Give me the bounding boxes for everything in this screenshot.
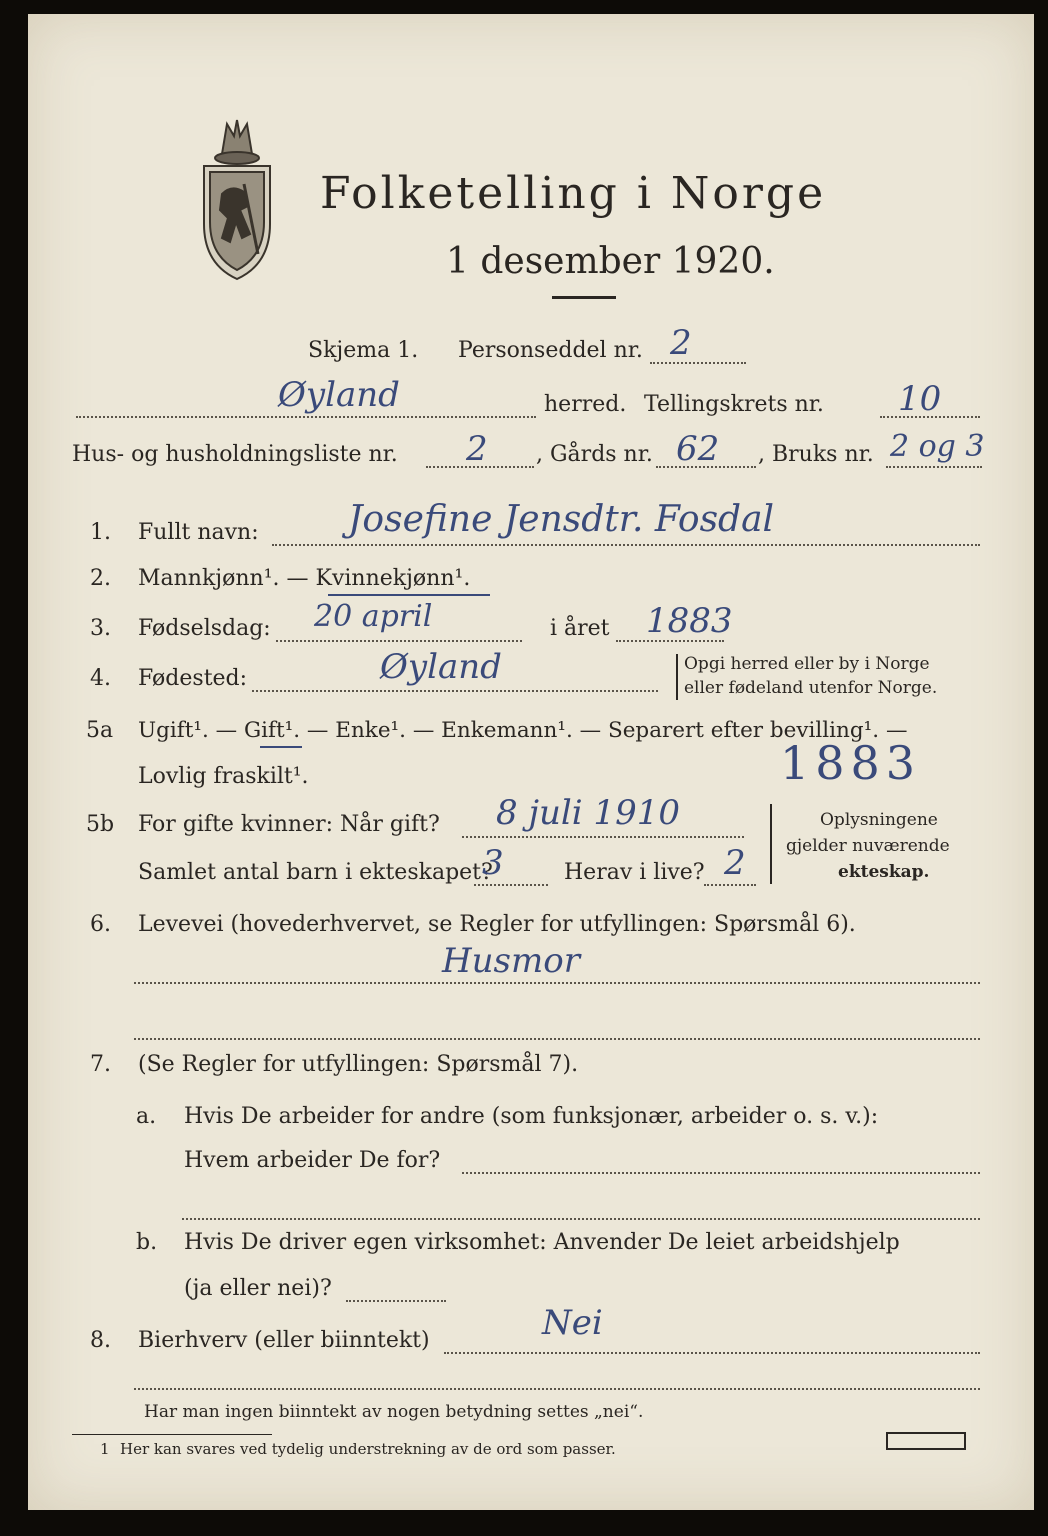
q5b-note-line1: Oplysningene [820,810,938,830]
q7-label: (Se Regler for utfyllingen: Spørsmål 7). [138,1052,579,1077]
gards-value: 62 [676,429,720,469]
q7a-label: Hvis De arbeider for andre (som funksjonær, arbeider o. s. v.): [184,1104,879,1129]
q1-number: 1. [90,520,111,545]
personseddel-line [650,362,746,364]
q5b-barn-label: Samlet antal barn i ekteskapet? [138,860,493,885]
q3-year-value: 1883 [646,601,733,641]
q1-label: Fullt navn: [138,520,259,545]
census-form [28,14,1034,1510]
q5b-note-line3: ekteskap. [838,862,930,882]
q5b-label: For gifte kvinner: Når gift? [138,812,440,837]
q5b-note-brace [770,804,772,884]
q4-note-brace [676,654,678,700]
skjema-label: Skjema 1. [308,338,419,363]
q5b-note-line2: gjelder nuværende [786,836,950,856]
q3-day-line [276,640,522,642]
hus-label: Hus- og husholdningsliste nr. [72,442,398,467]
coat-of-arms-icon [192,114,282,284]
footnote-number: 1 [100,1440,110,1458]
q5b-live-line [704,884,756,886]
q3-year-label: i året [550,616,610,641]
personseddel-value: 2 [670,323,692,363]
q6-number: 6. [90,912,111,937]
q4-note-line1: Opgi herred eller by i Norge [684,654,930,674]
q3-day-value: 20 april [314,599,433,634]
hus-value: 2 [466,429,488,469]
q4-value: Øyland [380,647,502,687]
printer-stamp [886,1432,966,1450]
q8-line [444,1352,980,1354]
census-date: 1 desember 1920. [446,241,775,282]
herred-value: Øyland [278,375,400,415]
q5a-label: Ugift¹. — Gift¹. — Enke¹. — Enkemann¹. — Separert efter bevilling¹. — [138,718,908,743]
footer-note: Har man ingen biinntekt av nogen betydning settes „nei“. [144,1402,644,1422]
q5b-married-line [462,836,744,838]
q2-underline-kvinnekjonn [328,594,490,596]
title-divider [552,296,616,299]
q5a-label-line2: Lovlig fraskilt¹. [138,764,309,789]
q3-number: 3. [90,616,111,641]
personseddel-label: Personseddel nr. [458,338,643,363]
bruks-line [886,466,982,468]
q5b-live-label: Herav i live? [564,860,705,885]
q4-number: 4. [90,666,111,691]
q5a-number: 5a [86,718,114,743]
q6-value: Husmor [442,941,580,981]
q8-label: Bierhverv (eller biinntekt) [138,1328,430,1353]
q7b-label: Hvis De driver egen virksomhet: Anvender De leiet arbeidshjelp [184,1230,900,1255]
q6-line2 [134,1038,980,1040]
q7a-number: a. [136,1104,157,1129]
q8-value: Nei [542,1303,603,1343]
q7a-line1 [462,1172,980,1174]
q7b-number: b. [136,1230,158,1255]
q2-number: 2. [90,566,111,591]
herred-label: herred. [544,392,627,417]
q5b-barn-value: 3 [482,843,504,883]
gards-label: , Gårds nr. [536,442,653,467]
footnote-text: Her kan svares ved tydelig understrekning av de ord som passer. [120,1440,616,1458]
tellingskrets-value: 10 [898,379,942,419]
q4-line [252,690,658,692]
q2-label: Mannkjønn¹. — Kvinnekjønn¹. [138,566,471,591]
q5b-live-value: 2 [724,843,746,883]
q5a-underline-gift [260,746,302,748]
q6-line1 [134,982,980,984]
bruks-value: 2 og 3 [890,429,985,464]
q7b-label-line2: (ja eller nei)? [184,1276,332,1301]
q4-label: Fødested: [138,666,248,691]
q1-line [272,544,980,546]
q1-value: Josefine Jensdtr. Fosdal [348,499,775,540]
q7-number: 7. [90,1052,111,1077]
q7a-label-line2: Hvem arbeider De for? [184,1148,441,1173]
bruks-label: , Bruks nr. [758,442,874,467]
q5b-married-value: 8 juli 1910 [496,793,680,833]
footnote-divider [72,1434,272,1435]
q5b-number: 5b [86,812,115,837]
q5b-barn-line [474,884,548,886]
q5a-margin-value: 1883 [780,736,922,790]
q7b-line [346,1300,446,1302]
q8-line2 [134,1388,980,1390]
q3-label: Fødselsdag: [138,616,271,641]
q7a-line2 [182,1218,980,1220]
tellingskrets-label: Tellingskrets nr. [644,392,824,417]
herred-line [76,416,536,418]
form-title: Folketelling i Norge [320,168,827,219]
q4-note-line2: eller fødeland utenfor Norge. [684,678,938,698]
q6-label: Levevei (hovederhvervet, se Regler for utfyllingen: Spørsmål 6). [138,912,856,937]
q8-number: 8. [90,1328,111,1353]
